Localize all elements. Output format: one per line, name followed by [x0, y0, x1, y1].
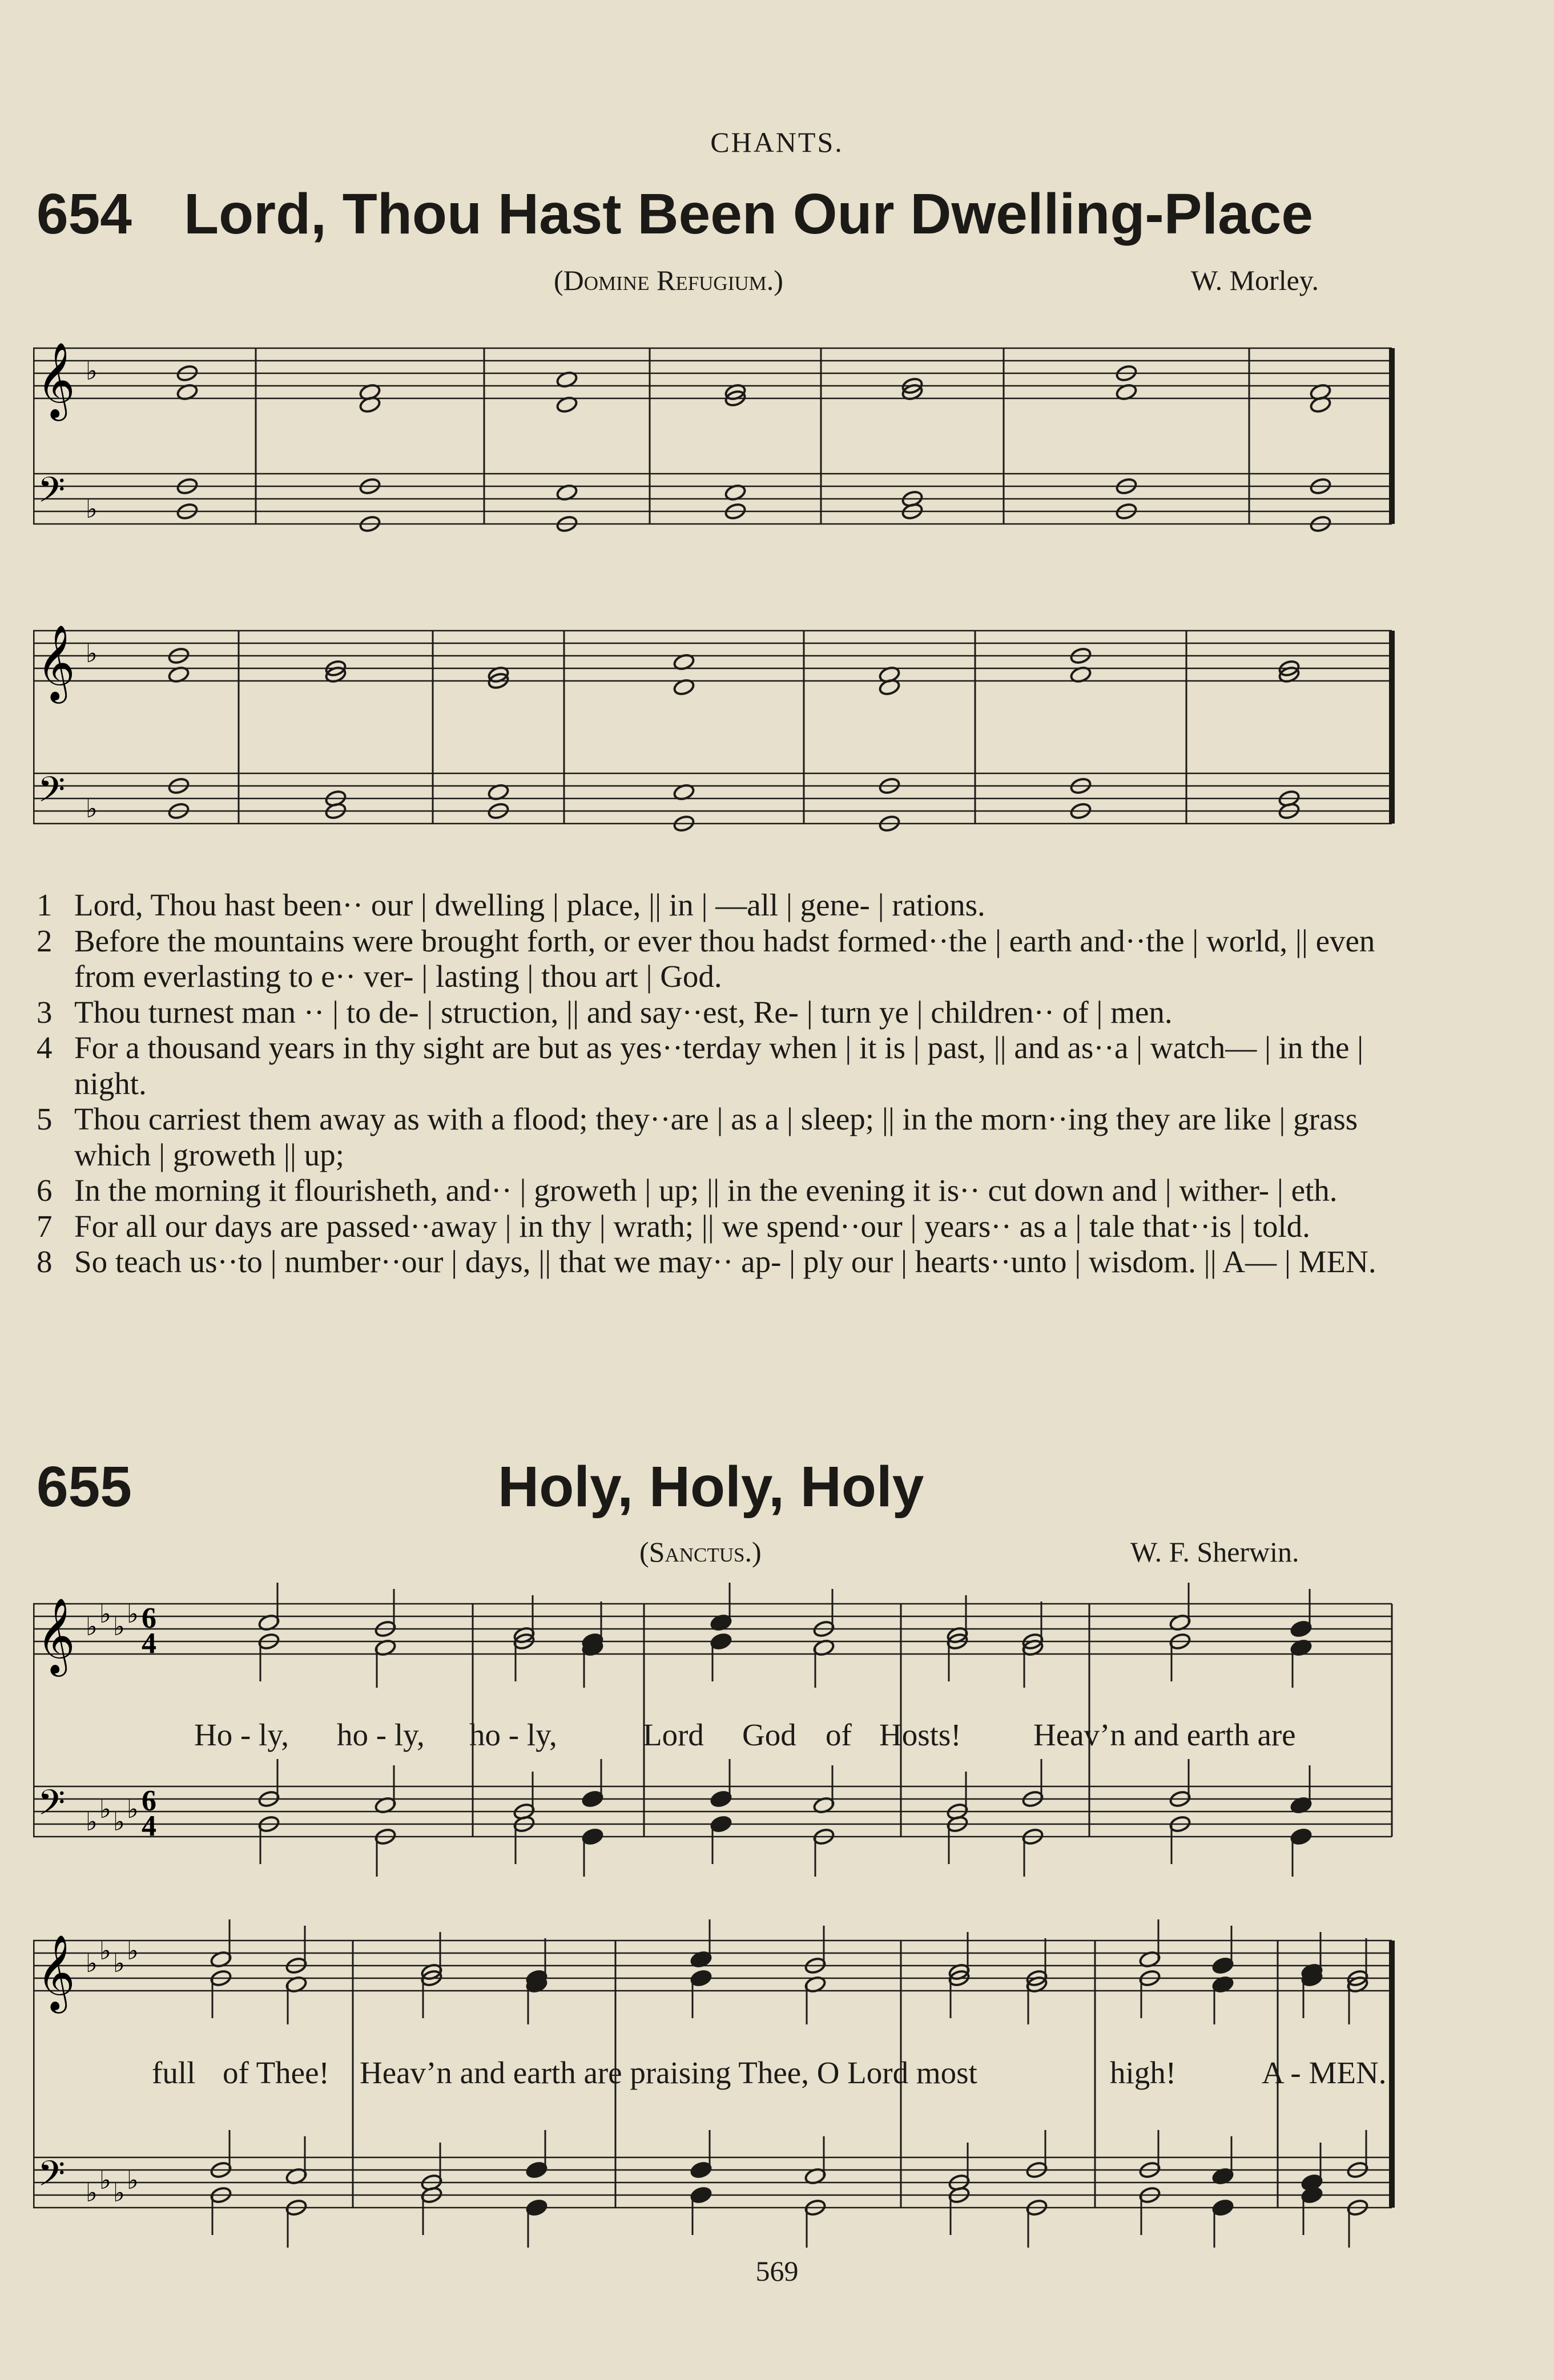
tune-name-655: (Sanctus.)	[639, 1536, 762, 1568]
flat-icon: ♭	[113, 1949, 125, 1978]
verses-654	[37, 888, 1407, 1280]
treble-clef-icon: 𝄞	[37, 1597, 75, 1673]
flat-icon: ♭	[86, 1808, 98, 1837]
flat-icon: ♭	[86, 2179, 98, 2208]
treble-clef-icon: 𝄞	[37, 624, 75, 700]
hymn-title-654: Lord, Thou Hast Been Our Dwelling-Place	[184, 182, 1314, 246]
lyric-syllable: ho - ly,	[337, 1717, 425, 1752]
lyric-syllable: Ho - ly,	[194, 1717, 289, 1752]
lyric-syllable: full	[152, 2055, 196, 2090]
music-system-654-2	[33, 602, 1403, 870]
tune-name-654: (Domine Refugium.)	[554, 264, 783, 296]
time-signature: 6	[142, 1784, 156, 1817]
flat-icon: ♭	[113, 1808, 125, 1837]
flat-icon: ♭	[86, 1612, 98, 1641]
time-signature: 4	[142, 1809, 156, 1842]
flat-icon: ♭	[99, 1600, 111, 1629]
verse-text: So teach us··to | number··our | days, || that we may·· ap- | ply our | hearts··unto | wisdom. || A— | MEN.	[74, 1244, 1376, 1279]
verse-3	[37, 995, 1407, 1031]
verse-7	[37, 1209, 1407, 1245]
treble-clef-icon: 𝄞	[37, 1934, 75, 2010]
verse-1	[37, 888, 1407, 923]
flat-icon: ♭	[86, 357, 98, 386]
time-signature: 4	[142, 1627, 156, 1660]
section-heading: CHANTS.	[710, 126, 844, 158]
hymn-title-655: Holy, Holy, Holy	[498, 1455, 924, 1519]
flat-icon: ♭	[127, 1937, 139, 1966]
lyric-syllable: of Thee!	[223, 2055, 329, 2090]
verse-number: 6	[37, 1173, 53, 1208]
page-number: 569	[755, 2255, 799, 2287]
verse-4	[37, 1030, 1407, 1102]
lyric-syllable: of	[826, 1717, 852, 1752]
flat-icon: ♭	[127, 1600, 139, 1629]
bass-clef-icon: 𝄢	[38, 469, 66, 519]
music-system-654-1	[33, 320, 1403, 588]
hymn-number-654: 654	[37, 182, 132, 246]
lyric-syllable: Heav’n and earth are	[1033, 1717, 1296, 1752]
hymn-number-655: 655	[37, 1455, 132, 1519]
flat-icon: ♭	[99, 2166, 111, 2195]
time-signature: 6	[142, 1602, 156, 1635]
lyric-syllable: Lord	[643, 1717, 704, 1752]
verse-text: Thou turnest man ·· | to de- | struction, || and say··est, Re- | turn ye | children·· of | men.	[74, 994, 1173, 1030]
verse-number: 5	[37, 1102, 53, 1136]
bass-clef-icon: 𝄢	[38, 1782, 66, 1832]
verse-2	[37, 923, 1407, 995]
flat-icon: ♭	[86, 639, 98, 668]
lyric-syllable: God	[742, 1717, 796, 1752]
lyric-syllable: A - MEN.	[1262, 2055, 1387, 2090]
verse-number: 8	[37, 1244, 53, 1279]
lyric-syllable: high!	[1110, 2055, 1177, 2090]
verse-number: 4	[37, 1030, 53, 1065]
flat-icon: ♭	[99, 1937, 111, 1966]
verse-text: Before the mountains were brought forth, or ever thou hadst formed··the | earth and··the | world, || even from everlasting to e·· ver- | lasting | thou art | God.	[74, 923, 1375, 994]
verse-text: Thou carriest them away as with a flood; they··are | as a | sleep; || in the morn··ing they are like | grass which | groweth || up;	[74, 1102, 1358, 1172]
verse-5	[37, 1102, 1407, 1173]
composer-655: W. F. Sherwin.	[1130, 1536, 1299, 1568]
lyric-syllable: Heav’n and earth are praising Thee, O Lord most	[360, 2055, 977, 2090]
verse-number: 1	[37, 888, 53, 922]
flat-icon: ♭	[113, 2179, 125, 2208]
flat-icon: ♭	[127, 1795, 139, 1824]
treble-clef-icon: 𝄞	[37, 341, 75, 418]
verse-text: For all our days are passed··away | in thy | wrath; || we spend··our | years·· as a | tale that··is | told.	[74, 1208, 1310, 1244]
verse-6	[37, 1173, 1407, 1209]
composer-654: W. Morley.	[1191, 264, 1319, 296]
verse-number: 2	[37, 923, 53, 958]
flat-icon: ♭	[99, 1795, 111, 1824]
verse-text: For a thousand years in thy sight are but as yes··terday when | it is | past, || and as··a | watch— | in the | night.	[74, 1030, 1364, 1101]
flat-icon: ♭	[86, 794, 98, 824]
bass-clef-icon: 𝄢	[38, 2153, 66, 2203]
flat-icon: ♭	[86, 495, 98, 524]
verse-text: Lord, Thou hast been·· our | dwelling | place, || in | —all | gene- | rations.	[74, 888, 985, 922]
flat-icon: ♭	[127, 2166, 139, 2195]
flat-icon: ♭	[86, 1949, 98, 1978]
verse-number: 7	[37, 1208, 53, 1244]
verse-number: 3	[37, 994, 53, 1030]
bass-clef-icon: 𝄢	[38, 769, 66, 819]
flat-icon: ♭	[113, 1612, 125, 1641]
lyric-syllable: Hosts!	[879, 1717, 961, 1752]
verse-8	[37, 1244, 1407, 1280]
lyric-syllable: ho - ly,	[469, 1717, 557, 1752]
verse-text: In the morning it flourisheth, and·· | groweth | up; || in the evening it is·· cut down and | wither- | eth.	[74, 1173, 1338, 1208]
